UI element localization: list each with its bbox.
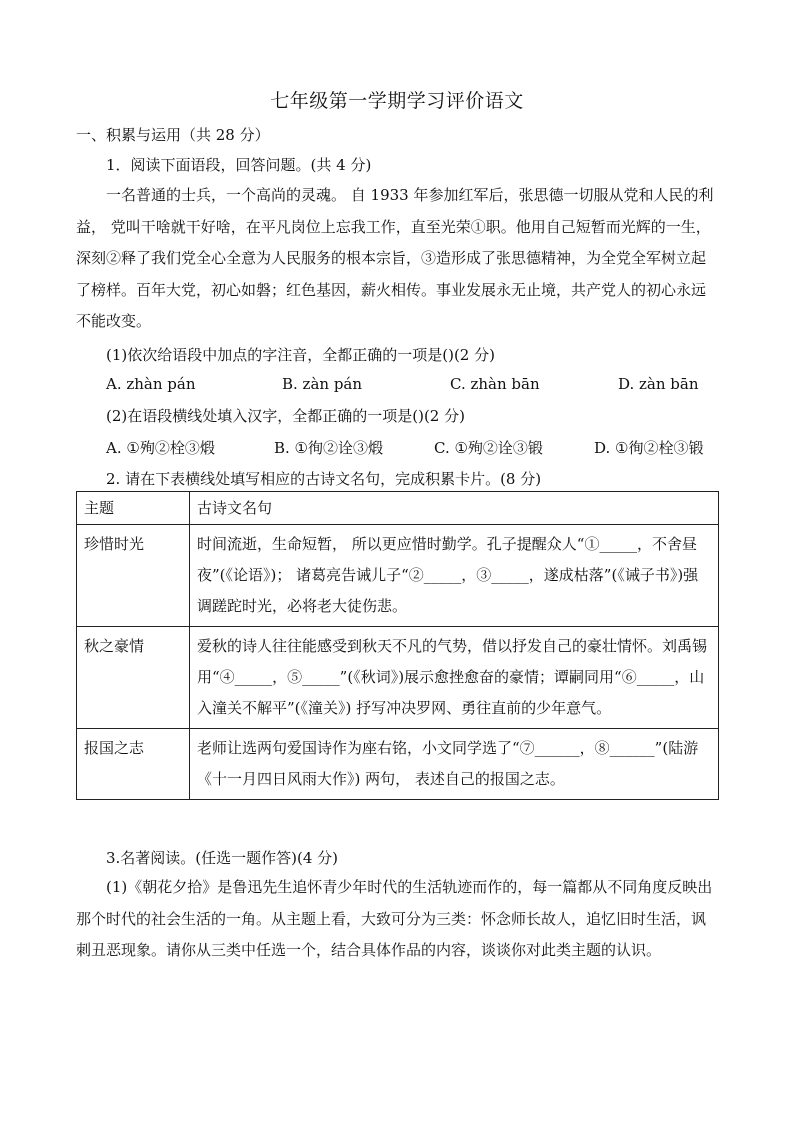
table-row: [77, 729, 719, 800]
row-theme: 秋之豪情: [77, 627, 190, 729]
question-1-passage: 一名普通的士兵，一个高尚的灵魂。 自 1933 年参加红军后，张思德一切服从党和人民的利益， 党叫干啥就干好啥，在平凡岗位上忘我工作，直至光荣①职。他用自己短暂而光辉的一生，深刻②释了我们党全心全意为人民服务的根本宗旨，③造形成了张思德精神，为全党全军树立起了榜样。百年大党，初心如磐；红色基因，薪火相传。事业发展永无止境，共产党人的初心永远不能改变。: [76, 186, 714, 330]
row-content[interactable]: 时间流逝，生命短暂， 所以更应惜时勤学。孔子提醒众人“①_____，不舍昼夜”(《论语》)； 诸葛亮告诫儿子“②_____，③_____，遂成枯落”(《诫子书》)强调蹉跎时光，必将老大徒伤悲。: [190, 525, 719, 627]
question-2-heading: 2. 请在下表横线处填写相应的古诗文名句，完成积累卡片。(8 分): [106, 470, 542, 488]
question-3-prompt: (1)《朝花夕拾》是鲁迅先生追怀青少年时代的生活轨迹而作的，每一篇都从不同角度反映出那个时代的社会生活的一角。从主题上看，大致可分为三类：怀念师长故人，追忆旧时生活，讽刺丑恶现象。请你从三类中任选一个，结合具体作品的内容，谈谈你对此类主题的认识。: [76, 878, 713, 959]
section-heading: 一、积累与运用（共 28 分）: [76, 126, 270, 144]
row-content[interactable]: 老师让选两句爱国诗作为座右铭，小文同学选了“⑦______，⑧______”(陆游《十一月四日风雨大作》) 两句， 表述自己的报国之志。: [190, 729, 719, 800]
option-a[interactable]: A. ①殉②栓③煅: [106, 439, 215, 457]
option-b[interactable]: B. zàn pán: [282, 375, 363, 393]
option-b[interactable]: B. ①徇②诠③煅: [274, 439, 384, 457]
accumulation-card-table: [76, 491, 719, 800]
option-a[interactable]: A. zhàn pán: [106, 375, 196, 393]
question-1-sub2: (2)在语段横线处填入汉字，全都正确的一项是()(2 分): [106, 407, 465, 425]
table-header-row: [77, 492, 719, 525]
option-d[interactable]: D. ①徇②栓③锻: [594, 439, 704, 457]
option-d[interactable]: D. zàn bān: [618, 375, 699, 393]
question-1-sub1: (1)依次给语段中加点的字注音，全都正确的一项是()(2 分): [106, 346, 495, 364]
option-c[interactable]: C. ①殉②诠③锻: [434, 439, 543, 457]
row-content[interactable]: 爱秋的诗人往往能感受到秋天不凡的气势，借以抒发自己的豪壮情怀。刘禹锡用“④_____，⑤_____”(《秋词》)展示愈挫愈奋的豪情；谭嗣同用“⑥_____，山入潼关不解平”(《潼关》) 抒写冲决罗网、勇往直前的少年意气。: [190, 627, 719, 729]
row-theme: 珍惜时光: [77, 525, 190, 627]
row-theme: 报国之志: [77, 729, 190, 800]
table-row: [77, 525, 719, 627]
sub2-options: [106, 437, 718, 458]
column-header-quotes: 古诗文名句: [190, 492, 719, 525]
column-header-theme: 主题: [77, 492, 190, 525]
question-1-heading: 1．阅读下面语段，回答问题。(共 4 分): [106, 156, 372, 174]
table-row: [77, 627, 719, 729]
question-3-heading: 3.名著阅读。(任选一题作答)(4 分): [106, 849, 339, 867]
option-c[interactable]: C. zhàn bān: [450, 375, 540, 393]
page-title: 七年级第一学期学习评价语文: [270, 90, 524, 112]
sub1-options: [106, 375, 718, 393]
